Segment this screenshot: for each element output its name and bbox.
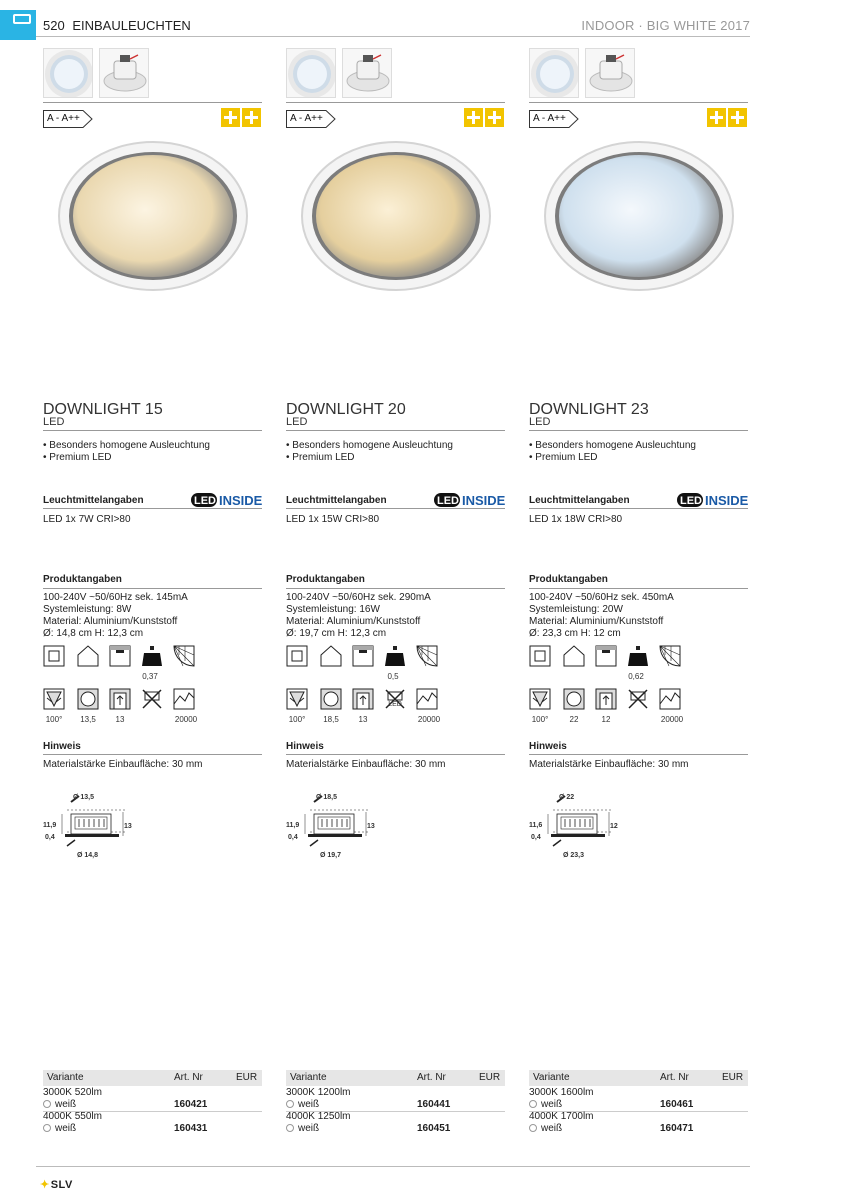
spec-line: Systemleistung: 16W (286, 604, 380, 615)
spec-line: 100-240V ~50/60Hz sek. 290mA (286, 592, 431, 603)
install-depth-icon (595, 688, 617, 710)
weight-icon (627, 645, 649, 667)
note-section-title: Hinweis (43, 741, 81, 752)
side-view-thumbnail (585, 48, 635, 98)
product-name: DOWNLIGHT 15 (43, 401, 163, 418)
dim-top: Ø 13,5 (73, 794, 95, 801)
spec-line: Ø: 23,3 cm H: 12 cm (529, 628, 621, 639)
front-view-thumbnail (43, 48, 93, 98)
title-divider (286, 430, 505, 431)
catalog-tab (0, 10, 36, 40)
feature-item: • Premium LED (286, 452, 355, 463)
icon-row-2 (43, 688, 262, 728)
thumbnail-divider (43, 102, 262, 103)
spec-line: Material: Aluminium/Kunststoff (286, 616, 421, 627)
indoor-icon (43, 645, 65, 667)
house-icon (77, 645, 99, 667)
energy-class-text: A - A++ (47, 113, 80, 124)
indoor-icon (286, 645, 308, 667)
variant-color[interactable] (286, 1099, 319, 1110)
dimension-drawing (43, 792, 141, 872)
no-bulb-change-icon (627, 688, 649, 710)
product-photo (53, 136, 253, 294)
brand-logo: ✦SLV (40, 1179, 73, 1191)
dim-left-height: 11,9 (286, 822, 300, 829)
brand-name: SLV (50, 1179, 73, 1191)
led-inside-led-text: LED (437, 495, 459, 507)
energy-class-text: A - A++ (290, 113, 323, 124)
led-inside-word: INSIDE (462, 493, 505, 508)
hours-value: 20000 (174, 715, 198, 724)
cutout-icon (320, 688, 342, 710)
energy-plus-icon (464, 108, 483, 127)
hours-value: 20000 (660, 715, 684, 724)
spec-line: Material: Aluminium/Kunststoff (529, 616, 664, 627)
downlight-icon (13, 14, 31, 24)
article-number: 160441 (417, 1099, 451, 1110)
lifetime-icon (173, 688, 195, 710)
dim-top: Ø 22 (559, 794, 575, 801)
dim-left-height: 11,6 (529, 822, 543, 829)
weight-icon (384, 645, 406, 667)
variant-spec: 3000K 1200lm (286, 1087, 351, 1098)
article-number: 160451 (417, 1123, 451, 1134)
dim-left-step: 0,4 (288, 834, 298, 841)
cutout-value: 13,5 (80, 715, 96, 724)
lifetime-icon (416, 688, 438, 710)
catalog-name: INDOOR · BIG WHITE 2017 (581, 18, 750, 33)
cutout-icon (77, 688, 99, 710)
variant-color-label: weiß (298, 1123, 320, 1134)
section-title: EINBAULEUCHTEN (72, 18, 191, 33)
dim-right-height: 13 (367, 823, 375, 830)
spec-line: Ø: 19,7 cm H: 12,3 cm (286, 628, 387, 639)
energy-class-label (286, 110, 336, 128)
thumbnail-strip (529, 48, 748, 98)
col-variante: Variante (47, 1072, 84, 1083)
variant-color[interactable] (43, 1099, 76, 1110)
front-view-thumbnail (286, 48, 336, 98)
side-view-thumbnail (342, 48, 392, 98)
color-swatch-icon (43, 1124, 51, 1132)
lamp-spec: LED 1x 7W CRI>80 (43, 514, 131, 525)
col-art-nr: Art. Nr (417, 1072, 446, 1083)
section-divider (529, 754, 748, 755)
light-beam-icon (43, 688, 65, 710)
product-column-1 (43, 44, 262, 1144)
product-section-title: Produktangaben (529, 574, 608, 585)
product-column-3 (529, 44, 748, 1144)
title-divider (529, 430, 748, 431)
product-name: DOWNLIGHT 20 (286, 401, 406, 418)
color-swatch-icon (286, 1100, 294, 1108)
variant-color-label: weiß (298, 1099, 320, 1110)
thumbnail-strip (43, 48, 262, 98)
energy-plus-icon (221, 108, 240, 127)
energy-plus-icon (728, 108, 747, 127)
color-swatch-icon (529, 1100, 537, 1108)
front-view-thumbnail (529, 48, 579, 98)
section-divider (286, 754, 505, 755)
variant-color-label: weiß (541, 1099, 563, 1110)
article-number: 160431 (174, 1123, 208, 1134)
product-photo (539, 136, 739, 294)
install-depth-icon (109, 688, 131, 710)
led-inside-led-text: LED (680, 495, 702, 507)
thumbnail-divider (286, 102, 505, 103)
hours-value: 20000 (417, 715, 441, 724)
cutout-value: 18,5 (323, 715, 339, 724)
note-section-title: Hinweis (286, 741, 324, 752)
variant-color[interactable] (529, 1123, 562, 1134)
angle-value: 100° (531, 715, 549, 724)
energy-class-label (529, 110, 579, 128)
depth-value: 13 (358, 715, 368, 724)
weight-value: 0,37 (142, 672, 158, 681)
footer-divider (36, 1166, 750, 1167)
lamp-section-title: Leuchtmittelangaben (529, 495, 630, 506)
variant-table-header (529, 1070, 748, 1086)
light-beam-icon (286, 688, 308, 710)
mounting-note: Materialstärke Einbaufläche: 30 mm (286, 759, 446, 770)
led-inside-logo (434, 492, 505, 508)
side-view-thumbnail (99, 48, 149, 98)
dim-bottom: Ø 14,8 (77, 852, 99, 859)
energy-class-label (43, 110, 93, 128)
led-inside-logo (191, 492, 262, 508)
thumbnail-strip (286, 48, 505, 98)
cutout-value: 22 (569, 715, 579, 724)
article-number: 160471 (660, 1123, 694, 1134)
product-section-title: Produktangaben (43, 574, 122, 585)
icon-row-2 (286, 688, 505, 728)
variant-color-label: weiß (55, 1099, 77, 1110)
dim-left-step: 0,4 (531, 834, 541, 841)
cutout-icon (563, 688, 585, 710)
col-variante: Variante (290, 1072, 327, 1083)
page-title (43, 18, 191, 33)
house-icon (320, 645, 342, 667)
beam-angle-icon (173, 645, 195, 667)
variant-spec: 3000K 520lm (43, 1087, 102, 1098)
angle-value: 100° (288, 715, 306, 724)
weight-value: 0,5 (387, 672, 399, 681)
header-divider (36, 36, 750, 37)
lamp-section-title: Leuchtmittelangaben (43, 495, 144, 506)
led-inside-logo (677, 492, 748, 508)
feature-item: • Besonders homogene Ausleuchtung (529, 440, 696, 451)
spec-line: 100-240V ~50/60Hz sek. 145mA (43, 592, 188, 603)
energy-plus-icon (242, 108, 261, 127)
variant-spec: 4000K 550lm (43, 1111, 102, 1122)
dim-top: Ø 18,5 (316, 794, 338, 801)
depth-value: 12 (601, 715, 611, 724)
energy-plus-icon (485, 108, 504, 127)
icon-row-1 (43, 645, 262, 685)
energy-class-text: A - A++ (533, 113, 566, 124)
section-divider (43, 754, 262, 755)
ceiling-mount-icon (352, 645, 374, 667)
weight-value: 0,62 (628, 672, 644, 681)
page-header (0, 0, 850, 40)
product-photo (296, 136, 496, 294)
energy-plus-icon (707, 108, 726, 127)
spec-line: Material: Aluminium/Kunststoff (43, 616, 178, 627)
article-number: 160421 (174, 1099, 208, 1110)
variant-color-label: weiß (541, 1123, 563, 1134)
lifetime-icon (659, 688, 681, 710)
thumbnail-divider (529, 102, 748, 103)
dimension-drawing (529, 792, 627, 872)
title-divider (43, 430, 262, 431)
feature-item: • Premium LED (529, 452, 598, 463)
color-swatch-icon (43, 1100, 51, 1108)
led-inside-led-text: LED (194, 495, 216, 507)
led-inside-word: INSIDE (219, 493, 262, 508)
product-name: DOWNLIGHT 23 (529, 401, 649, 418)
icon-row-1 (529, 645, 748, 685)
product-type: LED (43, 416, 65, 428)
section-divider (286, 588, 505, 589)
product-type: LED (529, 416, 551, 428)
house-icon (563, 645, 585, 667)
angle-value: 100° (45, 715, 63, 724)
mounting-note: Materialstärke Einbaufläche: 30 mm (529, 759, 689, 770)
dim-left-step: 0,4 (45, 834, 55, 841)
product-section-title: Produktangaben (286, 574, 365, 585)
beam-angle-icon (659, 645, 681, 667)
spec-line: 100-240V ~50/60Hz sek. 450mA (529, 592, 674, 603)
section-divider (529, 588, 748, 589)
install-depth-icon (352, 688, 374, 710)
feature-item: • Premium LED (43, 452, 112, 463)
dim-left-height: 11,9 (43, 822, 57, 829)
dim-bottom: Ø 19,7 (320, 852, 342, 859)
feature-item: • Besonders homogene Ausleuchtung (43, 440, 210, 451)
light-beam-icon (529, 688, 551, 710)
variant-table-header (43, 1070, 262, 1086)
article-number: 160461 (660, 1099, 694, 1110)
beam-angle-icon (416, 645, 438, 667)
note-section-title: Hinweis (529, 741, 567, 752)
spec-line: Systemleistung: 20W (529, 604, 623, 615)
ceiling-mount-icon (109, 645, 131, 667)
variant-spec: 4000K 1250lm (286, 1111, 351, 1122)
variant-table-header (286, 1070, 505, 1086)
led-badge: LED (388, 701, 402, 708)
col-eur: EUR (722, 1072, 744, 1083)
col-art-nr: Art. Nr (660, 1072, 689, 1083)
icon-row-2 (529, 688, 748, 728)
weight-icon (141, 645, 163, 667)
dimension-drawing (286, 792, 384, 872)
col-eur: EUR (479, 1072, 501, 1083)
color-swatch-icon (529, 1124, 537, 1132)
depth-value: 13 (115, 715, 125, 724)
led-inside-word: INSIDE (705, 493, 748, 508)
variant-color-label: weiß (55, 1123, 77, 1134)
indoor-icon (529, 645, 551, 667)
variant-color[interactable] (529, 1099, 562, 1110)
spec-line: Systemleistung: 8W (43, 604, 132, 615)
section-divider (529, 508, 748, 509)
lamp-spec: LED 1x 15W CRI>80 (286, 514, 380, 525)
dim-right-height: 12 (610, 823, 618, 830)
page-number: 520 (43, 18, 65, 33)
lamp-spec: LED 1x 18W CRI>80 (529, 514, 623, 525)
col-variante: Variante (533, 1072, 570, 1083)
color-swatch-icon (286, 1124, 294, 1132)
feature-item: • Besonders homogene Ausleuchtung (286, 440, 453, 451)
icon-row-1 (286, 645, 505, 685)
variant-spec: 3000K 1600lm (529, 1087, 594, 1098)
col-eur: EUR (236, 1072, 258, 1083)
mounting-note: Materialstärke Einbaufläche: 30 mm (43, 759, 203, 770)
product-type: LED (286, 416, 308, 428)
variant-color[interactable] (43, 1123, 76, 1134)
variant-color[interactable] (286, 1123, 319, 1134)
col-art-nr: Art. Nr (174, 1072, 203, 1083)
section-divider (43, 588, 262, 589)
section-divider (43, 508, 262, 509)
dim-bottom: Ø 23,3 (563, 852, 585, 859)
variant-spec: 4000K 1700lm (529, 1111, 594, 1122)
no-bulb-change-icon (141, 688, 163, 710)
spec-line: Ø: 14,8 cm H: 12,3 cm (43, 628, 144, 639)
section-divider (286, 508, 505, 509)
product-column-2 (286, 44, 505, 1144)
lamp-section-title: Leuchtmittelangaben (286, 495, 387, 506)
dim-right-height: 13 (124, 823, 132, 830)
ceiling-mount-icon (595, 645, 617, 667)
